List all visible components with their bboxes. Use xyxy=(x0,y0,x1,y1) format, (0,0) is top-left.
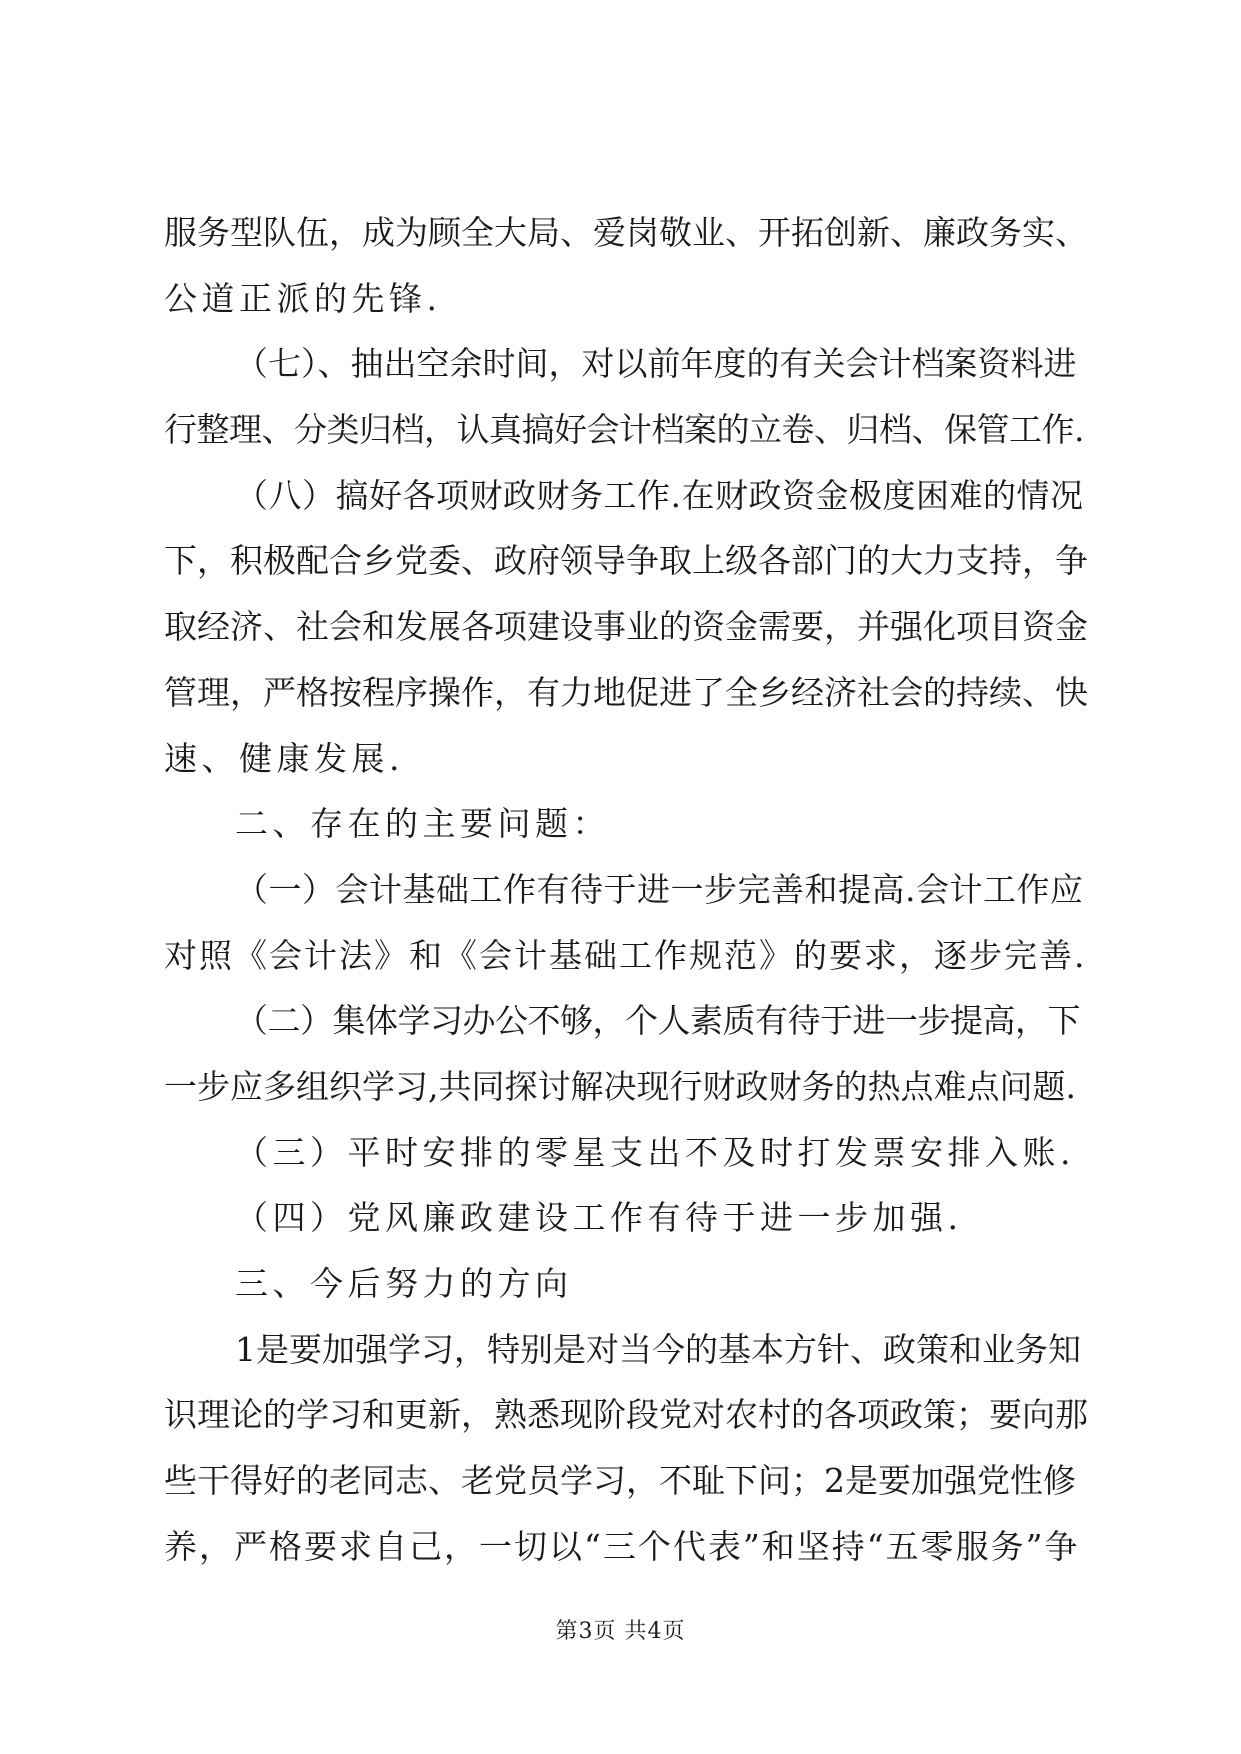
text-line: （八）搞好各项财政财务工作.在财政资金极度困难的情况 xyxy=(235,475,1084,515)
text-line: 管理，严格按程序操作，有力地促进了全乡经济社会的持续、快 xyxy=(164,672,1088,712)
text-line: 速、健康发展. xyxy=(164,738,404,778)
text-line: 下，积极配合乡党委、政府领导争取上级各部门的大力支持，争 xyxy=(164,541,1088,581)
text-line: 1是要加强学习，特别是对当今的基本方针、政策和业务知 xyxy=(235,1329,1081,1369)
text-line: 些干得好的老同志、老党员学习，不耻下问；2是要加强党性修 xyxy=(164,1461,1076,1501)
text-line: 公道正派的先锋. xyxy=(164,278,442,318)
page-footer: 第3页 共4页 xyxy=(555,1619,686,1644)
text-line: 养，严格要求自己，一切以“三个代表”和坚持“五零服务”争 xyxy=(164,1526,1080,1566)
text-line: （三）平时安排的零星支出不及时打发票安排入账. xyxy=(235,1132,1075,1172)
text-line: 识理论的学习和更新，熟悉现阶段党对农村的各项政策；要向那 xyxy=(164,1395,1088,1435)
text-line: 行整理、分类归档，认真搞好会计档案的立卷、归档、保管工作. xyxy=(164,410,1084,450)
text-line: （二）集体学习办公不够，个人素质有待于进一步提高，下 xyxy=(235,1001,1080,1041)
text-line: 对照《会计法》和《会计基础工作规范》的要求，逐步完善. xyxy=(164,935,1087,975)
text-line: 三、今后努力的方向 xyxy=(235,1264,573,1303)
text-line: 服务型队伍，成为顾全大局、爱岗敬业、开拓创新、廉政务实、 xyxy=(164,213,1088,252)
text-line: 一步应多组织学习,共同探讨解决现行财政财务的热点难点问题. xyxy=(164,1066,1076,1106)
text-line: （四）党风廉政建设工作有待于进一步加强. xyxy=(235,1198,963,1238)
text-line: （七）、抽出空余时间，对以前年度的有关会计档案资料进 xyxy=(235,344,1077,384)
text-line: （一）会计基础工作有待于进一步完善和提高.会计工作应 xyxy=(235,869,1084,909)
text-line: 二、存在的主要问题： xyxy=(235,804,610,844)
document-body xyxy=(164,200,1089,1579)
text-line: 取经济、社会和发展各项建设事业的资金需要，并强化项目资金 xyxy=(164,607,1088,647)
